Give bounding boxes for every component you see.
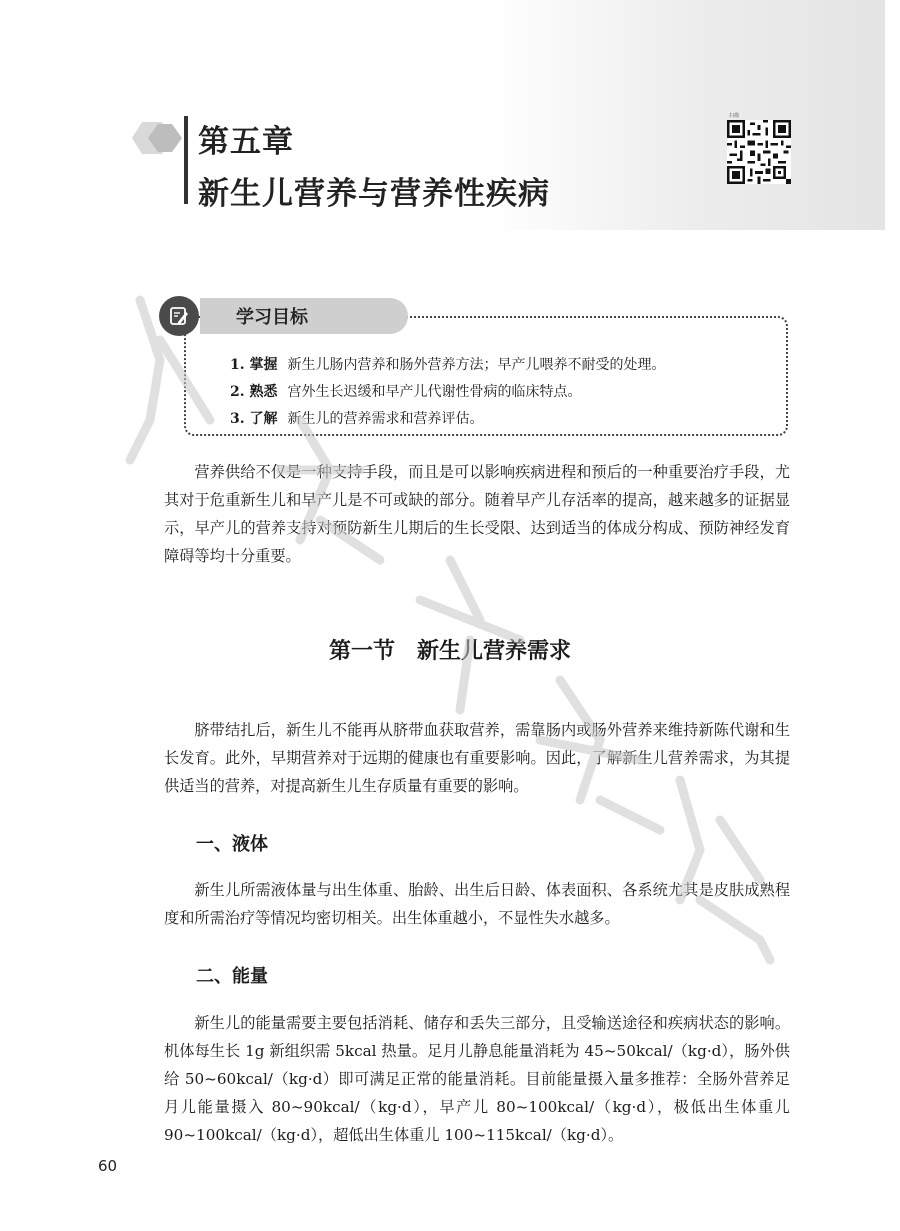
- notebook-pencil-icon: [159, 296, 199, 336]
- objective-text: 宫外生长迟缓和早产儿代谢性骨病的临床特点。: [287, 384, 582, 400]
- objective-level: 1. 掌握: [230, 357, 278, 373]
- section-title: 第一节 新生儿营养需求: [328, 639, 571, 664]
- qr-caption: 扫描: [729, 113, 740, 119]
- qr-code-icon[interactable]: [727, 120, 791, 184]
- subsection-title-fluid: 一、液体: [196, 834, 268, 855]
- subsection-title-energy: 二、能量: [196, 966, 268, 987]
- section-paragraph: 脐带结扎后，新生儿不能再从脐带血获取营养，需靠肠内或肠外营养来维持新陈代谢和生长发育。此外，早期营养对于远期的健康也有重要影响。因此，了解新生儿营养需求，为其提供适当的营养，对提高新生儿生存质量有重要的影响。: [164, 721, 790, 795]
- learning-objectives-title: 学习目标: [236, 307, 308, 328]
- hexagon-decoration-icon: [128, 118, 186, 158]
- intro-paragraph: 营养供给不仅是一种支持手段，而且是可以影响疾病进程和预后的一种重要治疗手段，尤其对于危重新生儿和早产儿是不可或缺的部分。随着早产儿存活率的提高，越来越多的证据显示，早产儿的营养支持对预防新生儿期后的生长受限、达到适当的体成分构成、预防神经发育障碍等均十分重要。: [164, 463, 790, 565]
- subsection-paragraph-energy: 新生儿的能量需要主要包括消耗、储存和丢失三部分，且受输送途径和疾病状态的影响。机体每生长 1g 新组织需 5kcal 热量。足月儿静息能量消耗为 45~50kcal/（kg·d），肠外供给 50~60kcal/（kg·d）即可满足正常的能量消耗。目前能量摄入量多推荐：全肠外营养足月儿能量摄入 80~90kcal/（kg·d），早产儿 80~100kcal/（kg·d），极低出生体重儿 90~100kcal/（kg·d），超低出生体重儿 100~115kcal/（kg·d）。: [164, 1014, 790, 1144]
- subsection-paragraph-fluid: 新生儿所需液体量与出生体重、胎龄、出生后日龄、体表面积、各系统尤其是皮肤成熟程度和所需治疗等情况均密切相关。出生体重越小，不显性失水越多。: [164, 881, 790, 927]
- chapter-title: 新生儿营养与营养性疾病: [198, 176, 550, 212]
- objective-item: [230, 379, 666, 406]
- objective-text: 新生儿的营养需求和营养评估。: [287, 411, 484, 427]
- chapter-title-bar: [184, 116, 188, 204]
- page-number: 60: [98, 1157, 118, 1175]
- learning-objectives-list: [230, 352, 666, 433]
- objective-item: [230, 352, 666, 379]
- chapter-label: 第五章: [198, 124, 294, 160]
- objective-level: 3. 了解: [230, 411, 278, 427]
- objective-level: 2. 熟悉: [230, 384, 278, 400]
- objective-item: [230, 406, 666, 433]
- objective-text: 新生儿肠内营养和肠外营养方法；早产儿喂养不耐受的处理。: [287, 357, 666, 373]
